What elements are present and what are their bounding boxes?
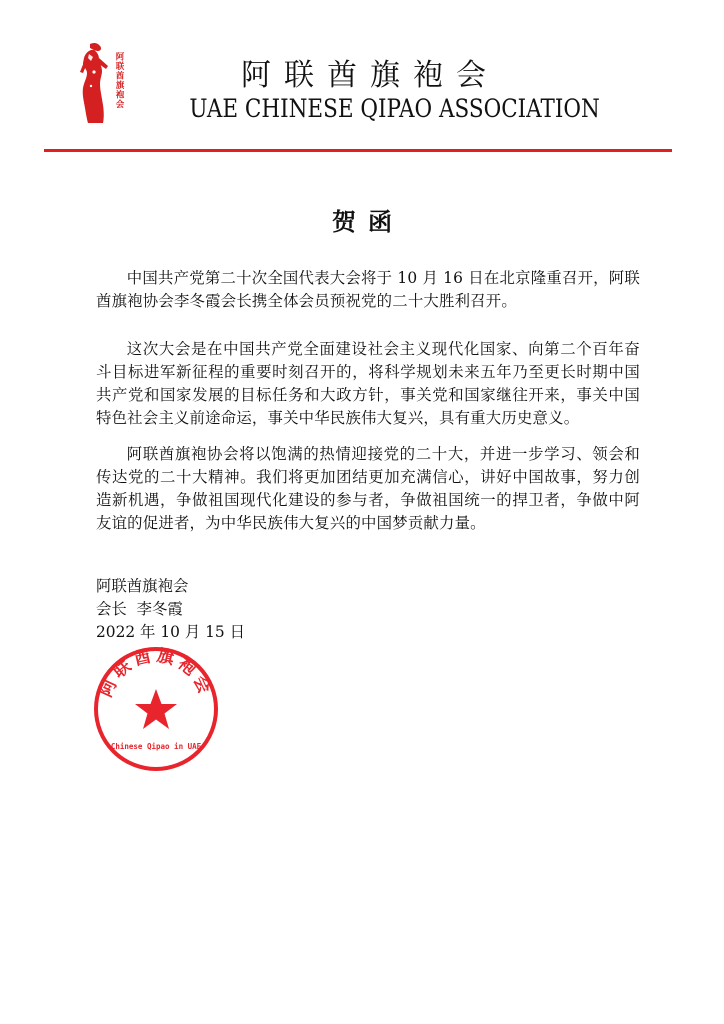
paragraph-1: 中国共产党第二十次全国代表大会将于 10 月 16 日在北京隆重召开，阿联酋旗袍协会李冬霞会长携全体会员预祝党的二十大胜利召开。 <box>96 269 640 310</box>
signature-org: 阿联酋旗袍会 <box>96 577 189 595</box>
letter-title: 贺函 <box>332 208 404 236</box>
paragraph-3: 阿联酋旗袍协会将以饱满的热情迎接党的二十大，并进一步学习、领会和传达党的二十大精神。我们将更加团结更加充满信心，讲好中国故事，努力创造新机遇，争做祖国现代化建设的参与者，争做祖国统一的捍卫者，争做中阿友谊的促进者，为中华民族伟大复兴的中国梦贡献力量。 <box>96 445 640 532</box>
signature-president: 会长 李冬霞 <box>96 600 183 618</box>
official-seal <box>92 645 220 773</box>
signature-block <box>96 575 245 644</box>
logo-text: 阿联酋旗袍会 <box>114 52 124 109</box>
header-divider <box>44 149 672 152</box>
seal-text-cn: 阿联酋旗袍会 <box>96 645 216 701</box>
org-name-cn: 阿联酋旗袍会 <box>241 58 499 93</box>
seal-star-icon <box>135 689 177 729</box>
qipao-logo-icon <box>78 42 134 124</box>
org-name-en: UAE CHINESE QIPAO ASSOCIATION <box>189 94 600 123</box>
signature-date: 2022 年 10 月 15 日 <box>96 623 245 641</box>
paragraph-2: 这次大会是在中国共产党全面建设社会主义现代化国家、向第二个百年奋斗目标进军新征程的重要时刻召开的，将科学规划未来五年乃至更长时期中国共产党和国家发展的目标任务和大政方针，事关党和国家继往开来，事关中国特色社会主义前途命运，事关中华民族伟大复兴，具有重大历史意义。 <box>96 340 640 427</box>
seal-text-en: Chinese Qipao in UAE <box>110 742 202 751</box>
